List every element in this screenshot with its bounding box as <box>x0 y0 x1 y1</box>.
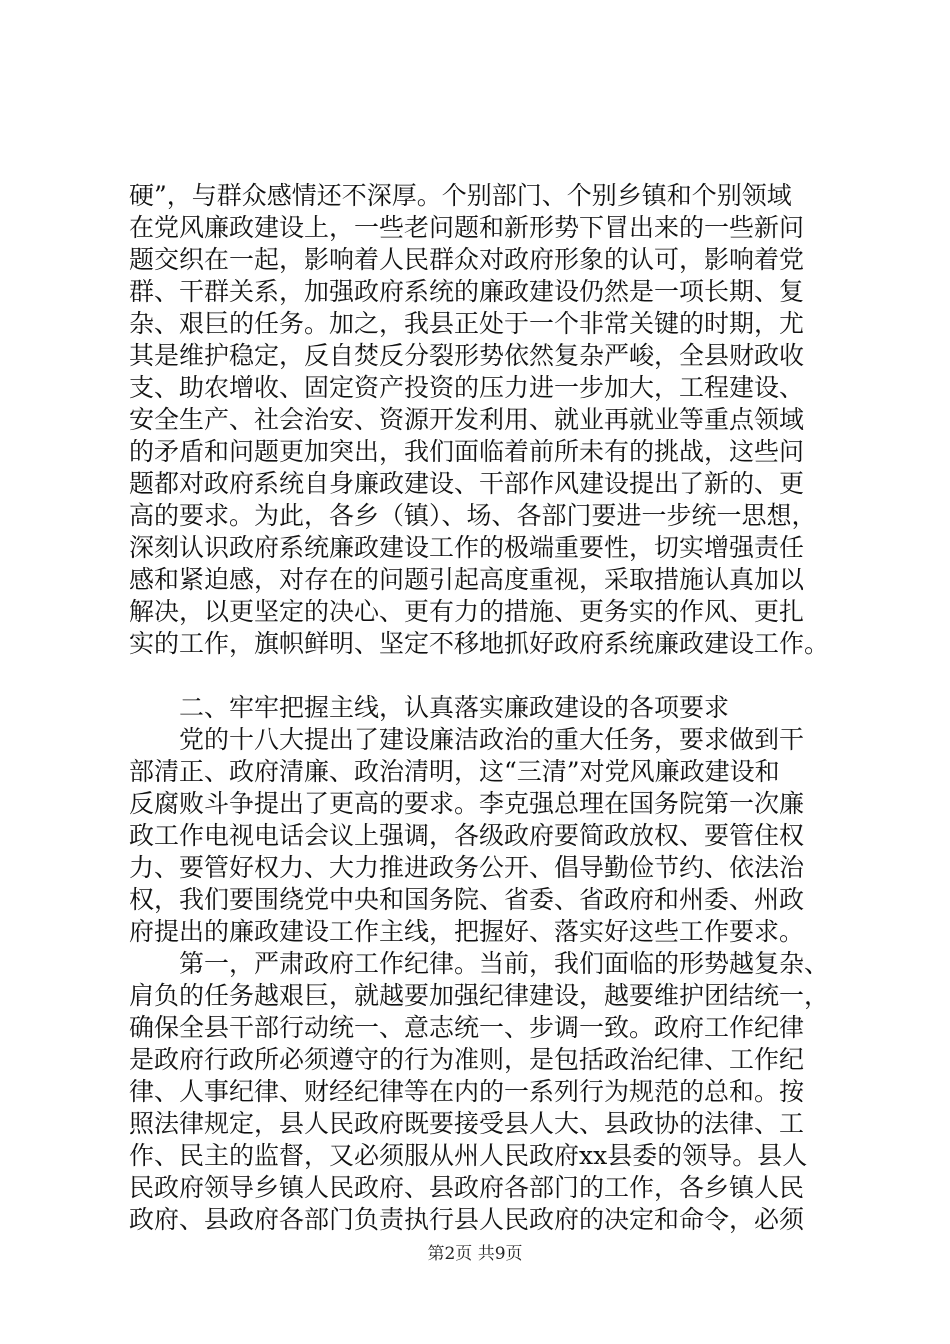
text-line: 政府、县政府各部门负责执行县人民政府的决定和命令，必须 <box>129 1205 805 1234</box>
page-number-footer: 第2页 共9页 <box>427 1244 523 1264</box>
text-line: 民政府领导乡镇人民政府、县政府各部门的工作，各乡镇人民 <box>129 1173 805 1202</box>
text-line: 肩负的任务越艰巨，就越要加强纪律建设，越要维护团结统一， <box>129 981 830 1010</box>
text-line: 其是维护稳定，反自焚反分裂形势依然复杂严峻，全县财政收 <box>129 341 805 370</box>
text-line: 群、干群关系，加强政府系统的廉政建设仍然是一项长期、复 <box>129 277 805 306</box>
text-line: 党的十八大提出了建设廉洁政治的重大任务，要求做到干 <box>129 725 805 754</box>
text-line: 题都对政府系统自身廉政建设、干部作风建设提出了新的、更 <box>129 469 805 498</box>
text-line: 在党风廉政建设上，一些老问题和新形势下冒出来的一些新问 <box>129 213 805 242</box>
text-line: 政工作电视电话会议上强调，各级政府要简政放权、要管住权 <box>129 821 805 850</box>
text-line: 力、要管好权力、大力推进政务公开、倡导勤俭节约、依法治 <box>129 853 805 882</box>
text-line: 安全生产、社会治安、资源开发利用、就业再就业等重点领域 <box>129 405 805 434</box>
text-line: 照法律规定，县人民政府既要接受县人大、县政协的法律、工 <box>129 1109 805 1138</box>
text-line: 第一，严肃政府工作纪律。当前，我们面临的形势越复杂、 <box>129 949 830 978</box>
text-line: 律、人事纪律、财经纪律等在内的一系列行为规范的总和。按 <box>129 1077 805 1106</box>
text-line: 反腐败斗争提出了更高的要求。李克强总理在国务院第一次廉 <box>129 789 805 818</box>
text-line: 是政府行政所必须遵守的行为准则，是包括政治纪律、工作纪 <box>129 1045 805 1074</box>
text-line: 硬”，与群众感情还不深厚。个别部门、个别乡镇和个别领域 <box>129 181 792 210</box>
text-line: 的矛盾和问题更加突出，我们面临着前所未有的挑战，这些问 <box>129 437 805 466</box>
text-line: 深刻认识政府系统廉政建设工作的极端重要性，切实增强责任 <box>129 533 805 562</box>
text-line: 高的要求。为此，各乡（镇）、场、各部门要进一步统一思想， <box>129 501 817 530</box>
text-line: 权，我们要围绕党中央和国务院、省委、省政府和州委、州政 <box>129 885 805 914</box>
text-line: 题交织在一起，影响着人民群众对政府形象的认可，影响着党 <box>129 245 805 274</box>
text-line: 确保全县干部行动统一、意志统一、步调一致。政府工作纪律 <box>129 1013 805 1042</box>
section-heading: 二、牢牢把握主线，认真落实廉政建设的各项要求 <box>129 693 730 722</box>
text-line: 解决，以更坚定的决心、更有力的措施、更务实的作风、更扎 <box>129 597 805 626</box>
text-line: 杂、艰巨的任务。加之，我县正处于一个非常关键的时期，尤 <box>129 309 805 338</box>
text-line: 作、民主的监督，又必须服从州人民政府xx县委的领导。县人 <box>129 1141 808 1170</box>
text-line: 府提出的廉政建设工作主线，把握好、落实好这些工作要求。 <box>129 917 805 946</box>
text-line: 实的工作，旗帜鲜明、坚定不移地抓好政府系统廉政建设工作。 <box>129 629 830 658</box>
text-line: 支、助农增收、固定资产投资的压力进一步加大，工程建设、 <box>129 373 805 402</box>
text-line: 部清正、政府清廉、政治清明，这“三清”对党风廉政建设和 <box>129 757 780 786</box>
text-line: 感和紧迫感，对存在的问题引起高度重视，采取措施认真加以 <box>129 565 805 594</box>
